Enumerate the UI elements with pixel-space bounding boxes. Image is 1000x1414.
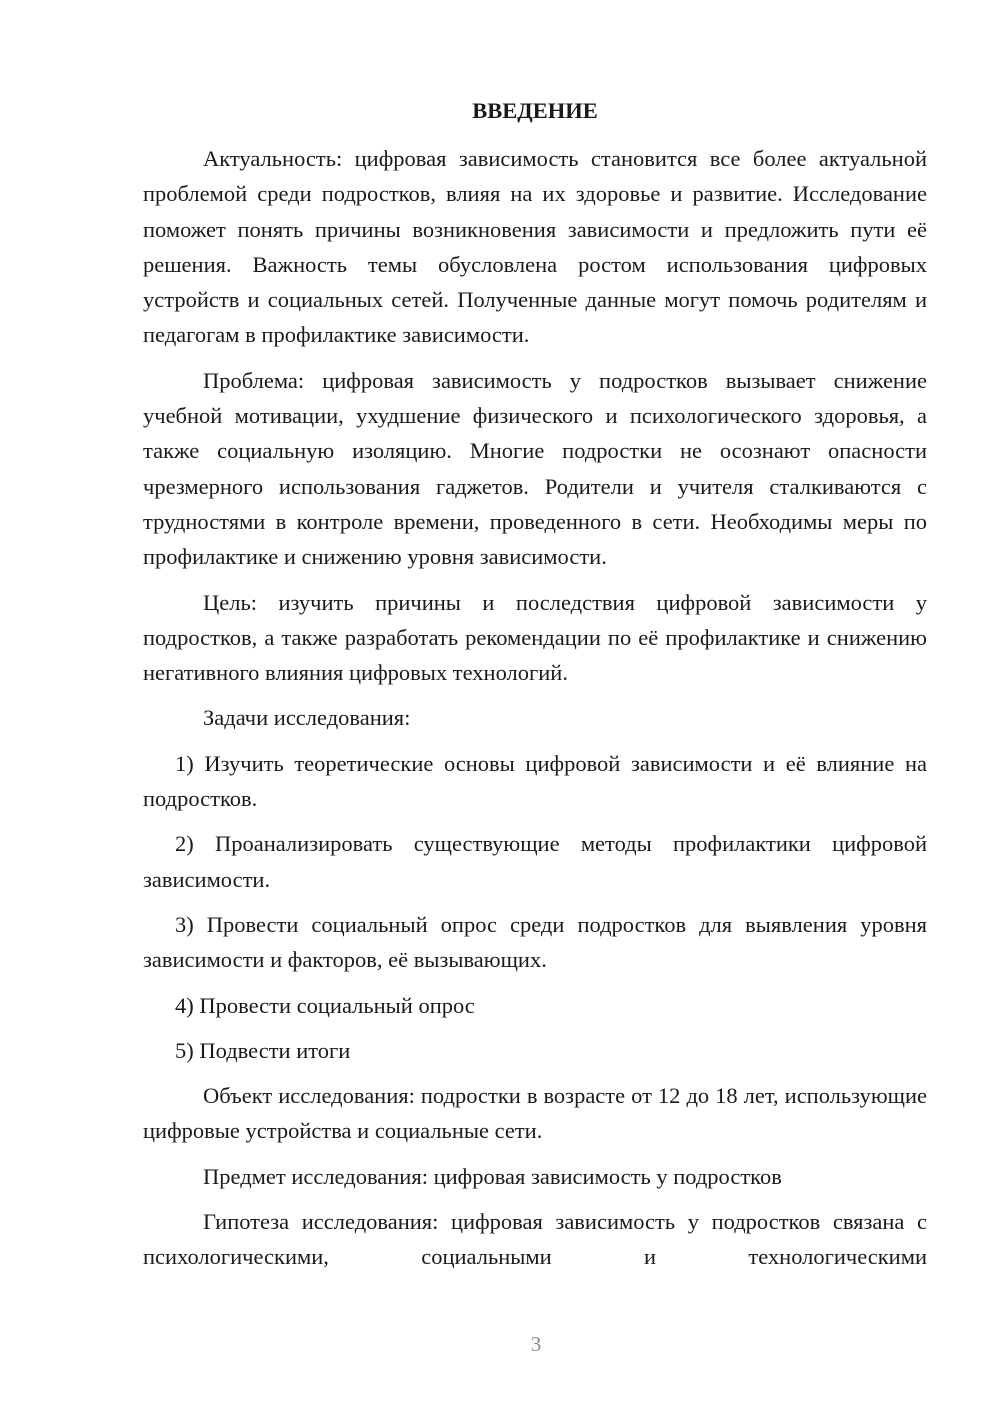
- task-item-3: 3) Провести социальный опрос среди подростков для выявления уровня зависимости и факторов, её вызывающих.: [143, 911, 927, 973]
- paragraph-problem: Проблема: цифровая зависимость у подростков вызывает снижение учебной мотивации, ухудшение физического и психологического здоровья, а также социальную изоляцию. Многие подростки не осознают опасности чрезмерного использования гаджетов. Родители и учителя сталкиваются с трудностями в контроле времени, проведенного в сети. Необходимы меры по профилактике и снижению уровня зависимости.: [143, 367, 927, 570]
- paragraph-subject: Предмет исследования: цифровая зависимость у подростков: [203, 1163, 782, 1189]
- page-content: [143, 93, 927, 1285]
- task-item-4: 4) Провести социальный опрос: [175, 992, 475, 1018]
- page-title: ВВЕДЕНИЕ: [472, 98, 598, 123]
- paragraph-goal: Цель: изучить причины и последствия цифровой зависимости у подростков, а также разработать рекомендации по её профилактике и снижению негативного влияния цифровых технологий.: [143, 589, 927, 686]
- task-item-5: 5) Подвести итоги: [175, 1037, 351, 1063]
- task-item-1: 1) Изучить теоретические основы цифровой зависимости и её влияние на подростков.: [143, 750, 927, 812]
- page-number: 3: [530, 1332, 542, 1356]
- paragraph-object: Объект исследования: подростки в возрасте от 12 до 18 лет, использующие цифровые устройства и социальные сети.: [143, 1083, 927, 1144]
- tasks-heading: Задачи исследования:: [203, 705, 411, 731]
- paragraph-hypothesis: Гипотеза исследования: цифровая зависимость у подростков связана с психологическими, социальными и технологическими: [143, 1209, 927, 1270]
- task-item-2: 2) Проанализировать существующие методы профилактики цифровой зависимости.: [143, 831, 927, 892]
- paragraph-relevance: Актуальность: цифровая зависимость становится все более актуальной проблемой среди подростков, влияя на их здоровье и развитие. Исследование поможет понять причины возникновения зависимости и предложить пути её решения. Важность темы обусловлена ростом использования цифровых устройств и социальных сетей. Полученные данные могут помочь родителям и педагогам в профилактике зависимости.: [143, 146, 927, 348]
